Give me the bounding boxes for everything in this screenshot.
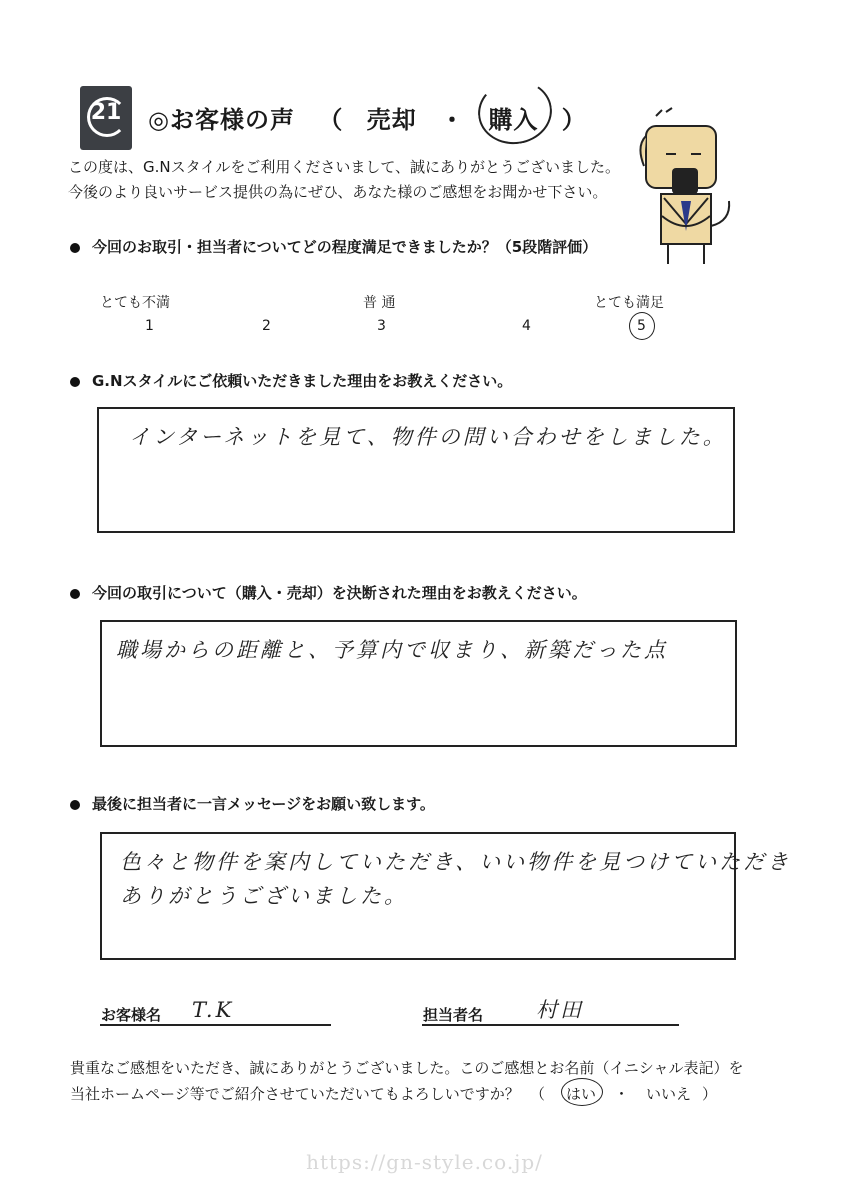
scale-option-4: 4: [522, 318, 531, 334]
watermark-url: https://gn-style.co.jp/: [306, 1150, 543, 1174]
bullet-icon: [70, 800, 80, 810]
scale-label-high: とても満足: [594, 295, 664, 311]
title-sep: ・: [440, 106, 466, 134]
intro-line-2: 今後のより良いサービス提供の為にぜひ、あなた様のご感想をお聞かせ下さい。: [68, 183, 608, 201]
consent-line-2: 当社ホームページ等でご紹介させていただいてもよろしいですか？: [70, 1085, 520, 1103]
title-close: ）: [561, 106, 587, 134]
scale-option-1: 1: [145, 318, 154, 334]
question-3-text: 今回の取引について（購入・売却）を決断された理由をお教えください。: [92, 584, 587, 602]
answer-3-text: 職場からの距離と、予算内で収まり、新築だった点: [116, 638, 668, 662]
staff-name-label: 担当者名: [423, 1006, 484, 1024]
selected-option-circle: [474, 75, 556, 149]
title-option-sell: 売却: [366, 106, 417, 134]
consent-no: いいえ: [646, 1085, 692, 1103]
answer-box-4: [100, 832, 792, 960]
question-4: [70, 793, 435, 814]
scale-label-low: とても不満: [100, 295, 170, 311]
bullet-icon: [70, 377, 80, 387]
question-1: [70, 236, 597, 257]
scale-label-mid: 普 通: [363, 295, 396, 311]
scale-option-2: 2: [262, 318, 271, 334]
answer-2-text: インターネットを見て、物件の問い合わせをしました。: [129, 425, 727, 449]
staff-name-line: [422, 1024, 679, 1026]
title-open: （: [318, 106, 344, 134]
consent-line-1: 貴重なご感想をいただき、誠にありがとうございました。このご感想とお名前（イニシャル表記）を: [70, 1059, 744, 1077]
bullet-icon: [70, 589, 80, 599]
staff-name-value: 村田: [536, 998, 584, 1022]
consent-open: （: [530, 1085, 546, 1103]
question-1-text: 今回のお取引・担当者についてどの程度満足できましたか？（5段階評価）: [92, 238, 598, 256]
century21-logo: [80, 86, 132, 150]
answer-4-line-2: ありがとうございました。: [120, 884, 408, 908]
customer-name-label: お客様名: [101, 1006, 162, 1024]
customer-name-line: [100, 1024, 331, 1026]
consent-sep: ・: [614, 1085, 630, 1103]
selected-rating-circle: [629, 312, 655, 340]
logo-text: 21: [90, 100, 122, 125]
dog-mascot-illustration: [636, 106, 746, 276]
question-2-text: G.Nスタイルにご依頼いただきました理由をお教えください。: [92, 372, 513, 390]
consent-close: ）: [702, 1085, 718, 1103]
consent-selected-circle: [561, 1078, 603, 1106]
question-4-text: 最後に担当者に一言メッセージをお願い致します。: [92, 795, 435, 813]
answer-box-3: [100, 620, 737, 747]
question-3: [70, 582, 587, 603]
customer-name-value: T.K: [192, 998, 235, 1022]
title-option-buy: 購入: [488, 106, 539, 134]
scale-option-5: 5: [637, 318, 646, 334]
answer-box-2: [97, 407, 735, 533]
answer-4-line-1: 色々と物件を案内していただき、いい物件を見つけていただき: [120, 850, 792, 874]
scale-option-3: 3: [377, 318, 386, 334]
question-2: [70, 370, 512, 391]
title-prefix: ◎お客様の声: [148, 106, 295, 134]
consent-yes: はい: [566, 1085, 597, 1103]
bullet-icon: [70, 243, 80, 253]
intro-line-1: この度は、G.Nスタイルをご利用くださいまして、誠にありがとうございました。: [68, 158, 621, 176]
